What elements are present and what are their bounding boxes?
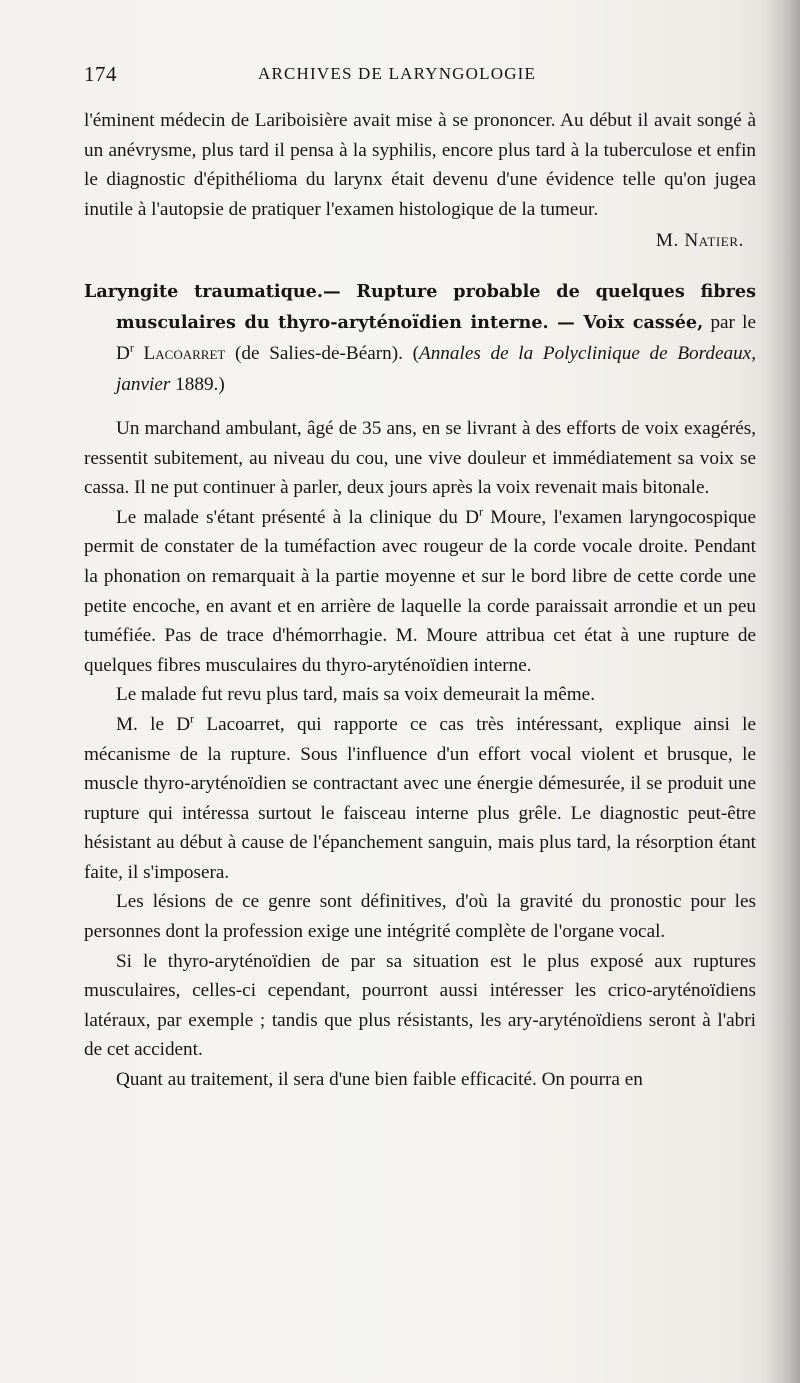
body-paragraph-2 xyxy=(84,503,756,681)
article-heading xyxy=(84,276,756,400)
article-dr-sup: r xyxy=(129,340,134,355)
page-edge-shadow xyxy=(766,0,800,1383)
article-title: Laryngite traumatique.— Rupture probable de quelques fibres musculaires du thyro-aryténoïdien interne. — Voix cassée, xyxy=(84,280,756,333)
body-paragraph-1: Un marchand ambulant, âgé de 35 ans, en se livrant à des efforts de voix exagérés, ressentit subitement, au niveau du cou, une vive douleur et immédiatement sa voix se cassa. Il ne put continuer à parler, deux jours après la voix revenait mais bitonale. xyxy=(84,417,756,499)
article-dr: D xyxy=(116,342,130,364)
body-paragraph-6: Si le thyro-aryténoïdien de par sa situation est le plus exposé aux ruptures musculaires, celles-ci cependant, pourront aussi intéresser les crico-aryténoïdiens latéraux, par exemple ; tandis que plus résistants, les ary-aryténoïdiens seront à l'abri de cet accident. xyxy=(84,950,756,1061)
author-signature: M. Natier. xyxy=(655,230,744,252)
body-paragraph-7: Quant au traitement, il sera d'une bien faible efficacité. On pourra en xyxy=(116,1069,643,1091)
body-paragraph-3: Le malade fut revu plus tard, mais sa voix demeurait la même. xyxy=(116,684,595,706)
body-paragraph-4-start: M. le D xyxy=(116,713,191,735)
article-by: par le xyxy=(703,311,756,333)
body-paragraph-2-start: Le malade s'étant présenté à la clinique du D xyxy=(116,506,480,528)
article-place: (de Salies-de-Béarn). ( xyxy=(225,342,419,364)
body-paragraph-2-rest: Moure, l'examen laryngocospique permit de constater de la tuméfaction avec rougeur de la corde vocale droite. Pendant la phonation on remarquait à la partie moyenne et sur le bord libre de cette corde une petite encoche, en avant et en arrière de laquelle la corde paraissait arrondie et un peu tuméfiée. Pas de trace d'hémorrhagie. M. Moure attribua cet état à une rupture de quelques fibres musculaires du thyro-aryténoïdien interne. xyxy=(84,506,756,676)
body-paragraph-4-sup: r xyxy=(190,711,195,726)
body-paragraph-4-rest: Lacoarret, qui rapporte ce cas très intéressant, explique ainsi le mécanisme de la rupture. Sous l'influence d'un effort vocal violent et brusque, le muscle thyro-aryténoïdien se contractant avec une énergie démesurée, il se produit une rupture qui intéressa surtout le faisceau interne plus grêle. Le diagnostic peut-être hésistant au début à cause de l'épanchement sanguin, mais plus tard, la résorption étant faite, il s'imposera. xyxy=(84,713,756,883)
body-paragraph-4 xyxy=(84,710,756,888)
running-title: ARCHIVES DE LARYNGOLOGIE xyxy=(258,64,537,83)
page-text xyxy=(84,106,756,1095)
body-paragraph-5: Les lésions de ce genre sont définitives, d'où la gravité du pronostic pour les personnes dont la profession exige une intégrité complète de l'organe vocal. xyxy=(84,891,756,943)
article-journal: Annales de la Polyclinique de Bordeaux, janvier xyxy=(116,342,756,395)
article-author: Lacoarret xyxy=(133,342,226,364)
page-number: 174 xyxy=(84,62,117,86)
prev-article-paragraph: l'éminent médecin de Lariboisière avait mise à se prononcer. Au début il avait songé à un anévrysme, plus tard il pensa à la syphilis, encore plus tard à la tuberculose et enfin le diagnostic d'épithélioma du larynx était devenu d'une évidence telle qu'on jugea inutile à l'autopsie de pratiquer l'examen histologique de la tumeur. xyxy=(84,110,756,220)
article-year: 1889.) xyxy=(170,373,225,395)
body-paragraph-2-sup: r xyxy=(479,504,484,519)
page-header xyxy=(84,62,754,92)
